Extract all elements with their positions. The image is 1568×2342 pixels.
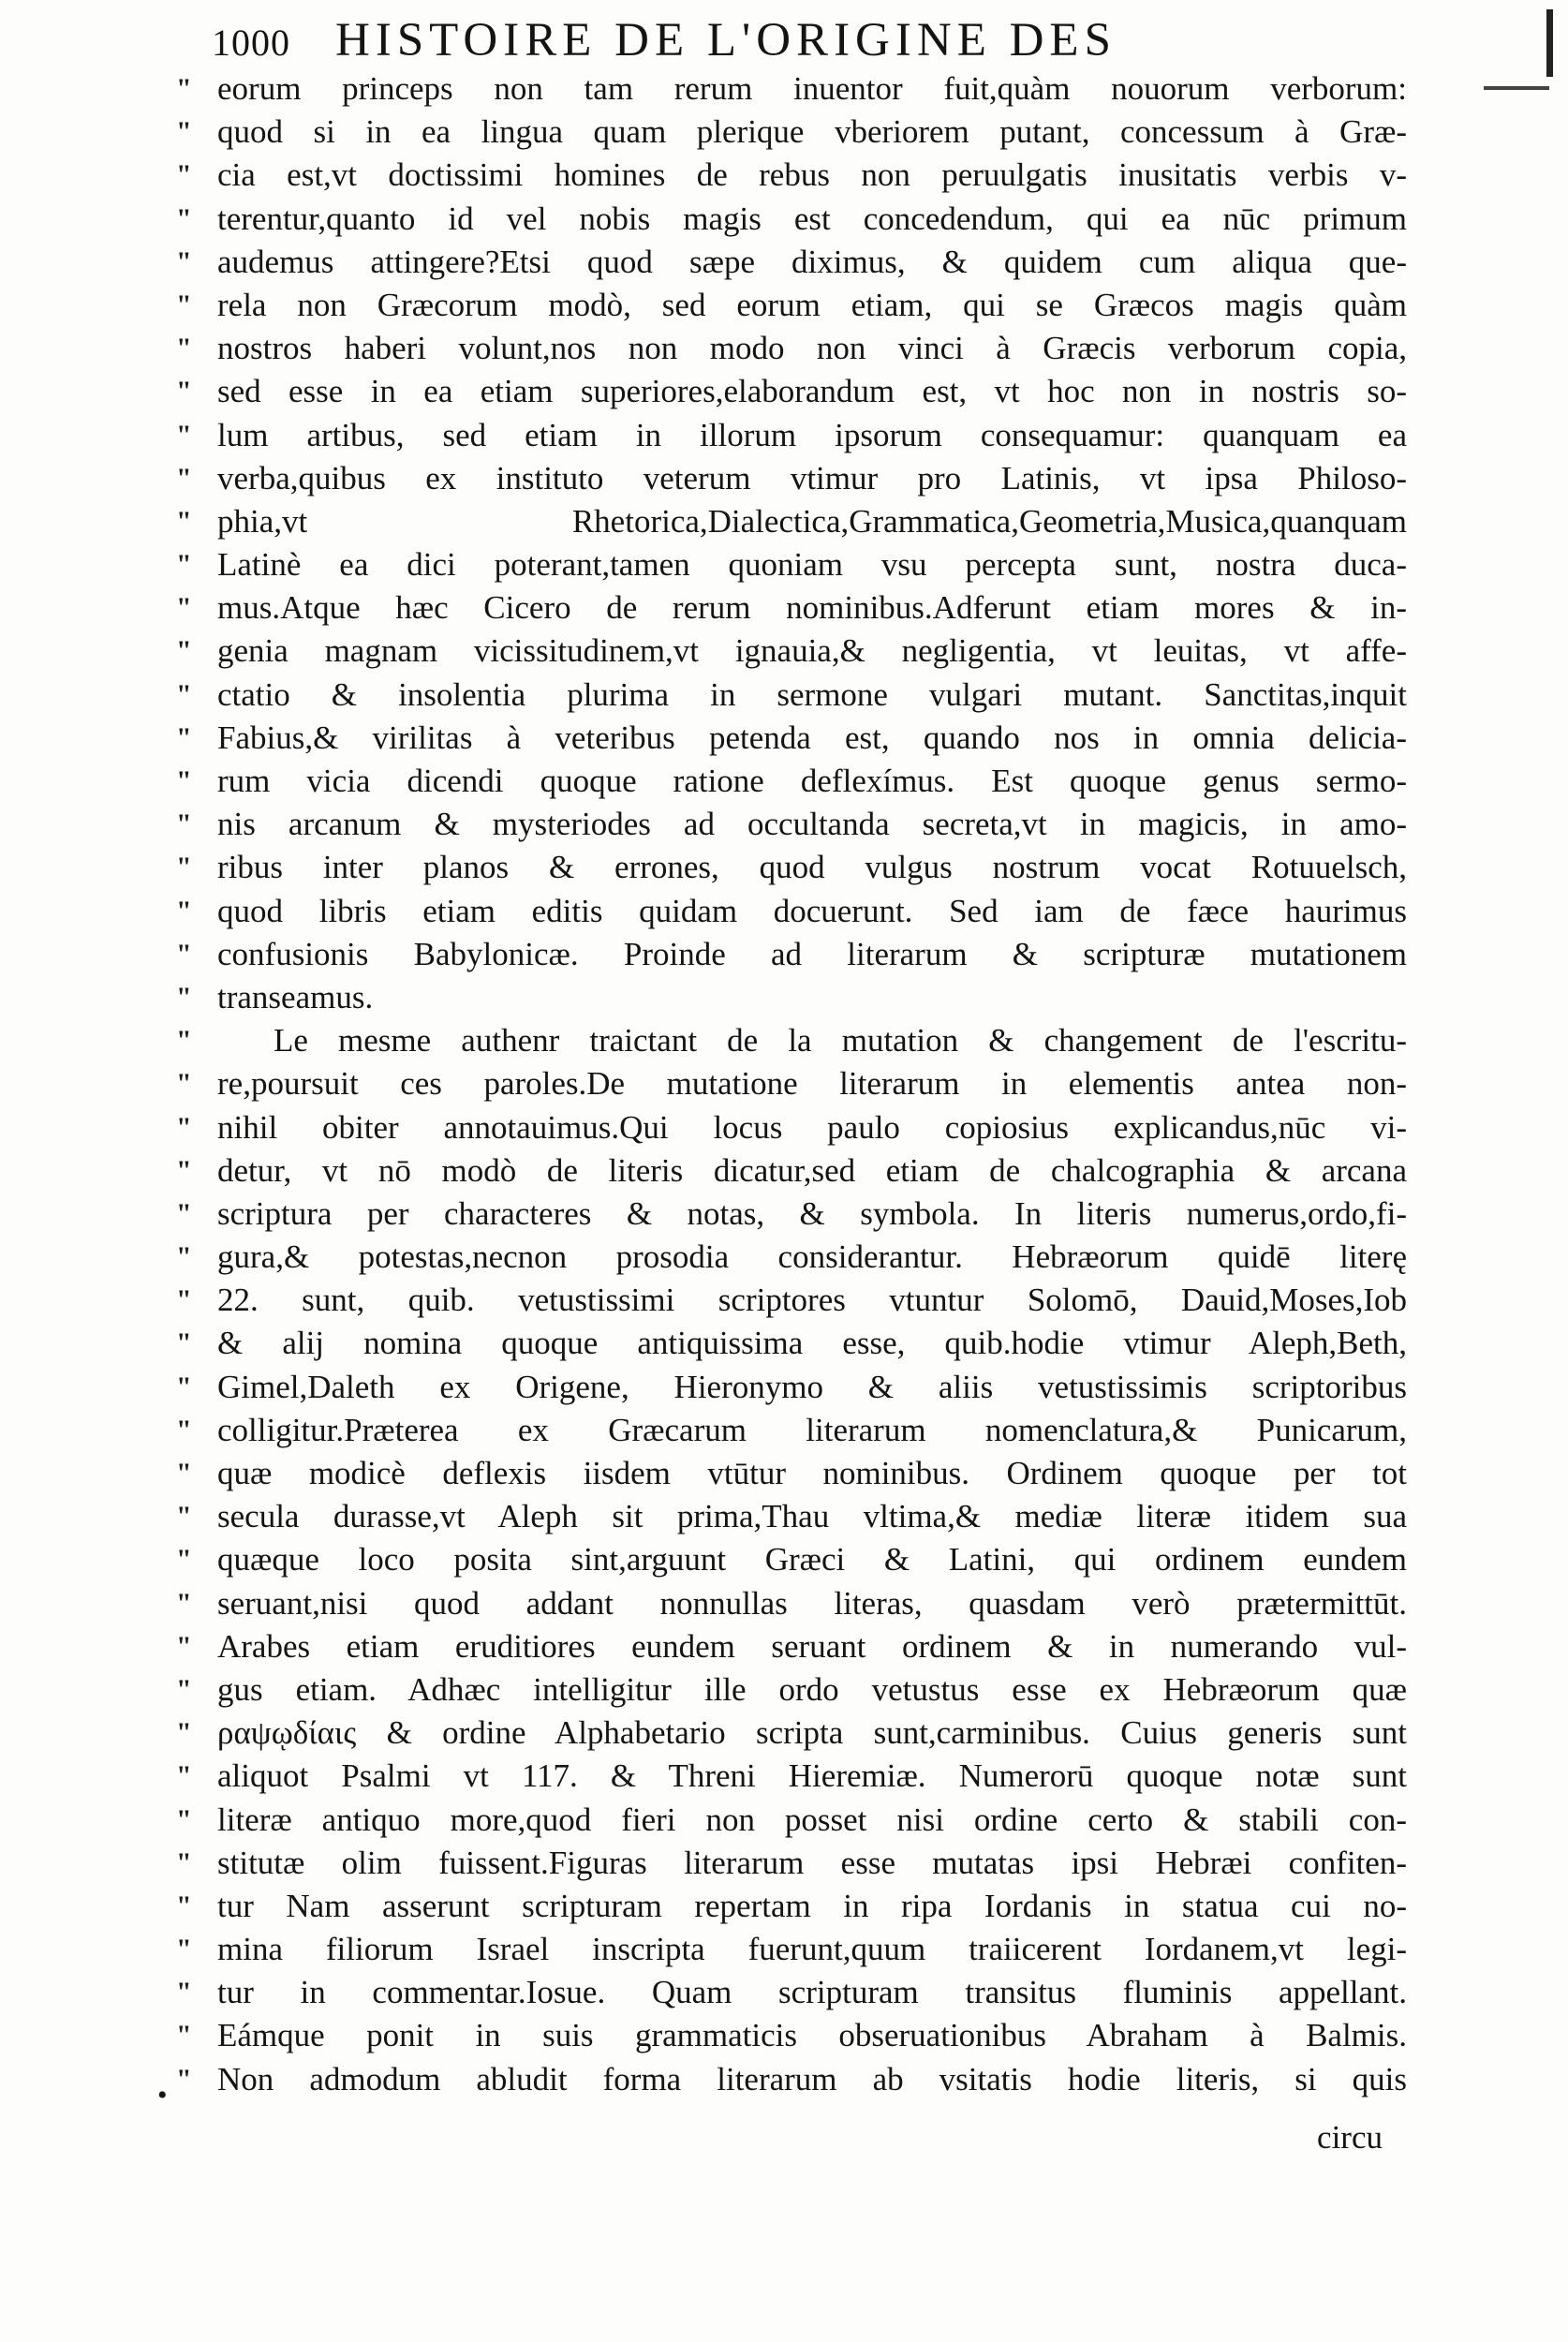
line-text: scriptura per characteres & notas, & symbola. In literis numerus,ordo,fi-	[217, 1194, 1407, 1232]
quote-mark: "	[176, 1934, 192, 1965]
line-text: Non admodum abludit forma literarum ab vsitatis hodie literis, si quis	[217, 2060, 1407, 2097]
quote-mark: "	[176, 981, 192, 1013]
quote-mark: "	[176, 1544, 192, 1576]
quote-mark: "	[176, 116, 192, 148]
line-text: Arabes etiam eruditiores eundem seruant ordinem & in numerando vul-	[217, 1627, 1407, 1665]
line-text: tur Nam asserunt scripturam repertam in ripa Iordanis in statua cui no-	[217, 1887, 1407, 1924]
line-text: quæ modicè deflexis iisdem vtūtur nominibus. Ordinem quoque per tot	[217, 1455, 1407, 1491]
line-text: quod si in ea lingua quam plerique vberiorem putant, concessum à Græ-	[217, 113, 1407, 151]
quote-mark: "	[176, 1673, 192, 1705]
text-line	[176, 846, 1407, 889]
quote-mark: "	[176, 1111, 192, 1143]
text-line	[176, 2058, 1407, 2101]
quote-mark: "	[176, 1587, 192, 1619]
quote-mark: "	[176, 721, 192, 753]
line-text: Le mesme authenr traictant de la mutation & changement de l'escritu-	[274, 1022, 1407, 1060]
line-text: detur, vt nō modò de literis dicatur,sed etiam de chalcographia & arcana	[217, 1151, 1407, 1189]
line-text: lum artibus, sed etiam in illorum ipsorum consequamur: quanquam ea	[217, 416, 1407, 453]
line-text: nihil obiter annotauimus.Qui locus paulo copiosius explicandus,nūc vi-	[217, 1108, 1407, 1146]
text-line	[176, 327, 1407, 370]
quote-mark: "	[176, 1025, 192, 1057]
text-line	[176, 1495, 1407, 1538]
text-line	[176, 457, 1407, 500]
quote-mark: "	[176, 333, 192, 364]
text-line	[176, 1452, 1407, 1495]
quote-mark: "	[176, 678, 192, 710]
margin-dot: •	[157, 2080, 168, 2111]
line-text: stitutæ olim fuissent.Figuras literarum esse mutatas ipsi Hebræi confiten-	[217, 1844, 1407, 1881]
text-line	[176, 630, 1407, 673]
line-text: tur in commentar.Iosue. Quam scripturam transitus fluminis appellant.	[217, 1974, 1407, 2011]
text-block	[176, 67, 1407, 2101]
text-line	[176, 1538, 1407, 1581]
line-text: quod libris etiam editis quidam docuerunt. Sed iam de fæce haurimus	[217, 892, 1407, 929]
quote-mark: "	[176, 376, 192, 408]
text-line	[176, 370, 1407, 413]
quote-mark: "	[176, 505, 192, 537]
text-line	[176, 1019, 1407, 1062]
quote-mark: "	[176, 1846, 192, 1878]
quote-mark: "	[176, 549, 192, 581]
quote-mark: "	[176, 1197, 192, 1229]
line-text: Fabius,& virilitas à veteribus petenda est, quando nos in omnia delicia-	[217, 719, 1407, 756]
text-line	[176, 1409, 1407, 1452]
text-line	[176, 543, 1407, 586]
text-line	[176, 674, 1407, 717]
text-line	[176, 1279, 1407, 1322]
quote-mark: "	[176, 852, 192, 883]
line-text: literæ antiquo more,quod fieri non posset nisi ordine certo & stabili con-	[217, 1801, 1407, 1838]
quote-mark: "	[176, 1068, 192, 1100]
text-line	[176, 1149, 1407, 1193]
text-line	[176, 803, 1407, 846]
catchword: circu	[1317, 2119, 1383, 2156]
quote-mark: "	[176, 2020, 192, 2052]
line-text: confusionis Babylonicæ. Proinde ad literarum & scripturæ mutationem	[217, 935, 1407, 972]
quote-mark: "	[176, 419, 192, 451]
text-line	[176, 1366, 1407, 1409]
line-text: ραψῳδίαις & ordine Alphabetario scripta sunt,carminibus. Cuius generis sunt	[217, 1714, 1407, 1752]
text-line	[176, 500, 1407, 543]
quote-mark: "	[176, 1241, 192, 1273]
text-line	[176, 1971, 1407, 2014]
text-line	[176, 1106, 1407, 1149]
text-line	[176, 284, 1407, 327]
line-text: ctatio & insolentia plurima in sermone vulgari mutant. Sanctitas,inquit	[217, 675, 1407, 713]
text-line	[176, 890, 1407, 933]
quote-mark: "	[176, 1501, 192, 1533]
line-text: cia est,vt doctissimi homines de rebus non peruulgatis inusitatis verbis v-	[217, 156, 1407, 194]
text-line	[176, 760, 1407, 803]
text-line	[176, 1625, 1407, 1668]
text-line	[176, 717, 1407, 760]
text-line	[176, 414, 1407, 457]
line-text: Eámque ponit in suis grammaticis obseruationibus Abraham à Balmis.	[217, 2017, 1407, 2054]
line-text: seruant,nisi quod addant nonnullas literas, quasdam verò prætermittūt.	[217, 1584, 1407, 1622]
quote-mark: "	[176, 289, 192, 320]
quote-mark: "	[176, 1977, 192, 2008]
quote-mark: "	[176, 592, 192, 624]
quote-mark: "	[176, 1890, 192, 1921]
text-line	[176, 1236, 1407, 1279]
running-title: HISTOIRE DE L'ORIGINE DES	[335, 14, 1117, 67]
text-line	[176, 1668, 1407, 1712]
line-text: audemus attingere?Etsi quod sæpe diximus, & quidem cum aliqua que-	[217, 243, 1407, 280]
text-line	[176, 1193, 1407, 1236]
text-line	[176, 1062, 1407, 1105]
text-line	[176, 1582, 1407, 1625]
line-text: mina filiorum Israel inscripta fuerunt,quum traiicerent Iordanem,vt legi-	[217, 1931, 1407, 1968]
quote-mark: "	[176, 1327, 192, 1359]
line-text: ribus inter planos & errones, quod vulgus nostrum vocat Rotuuelsch,	[217, 849, 1407, 886]
line-text: 22. sunt, quib. vetustissimi scriptores vtuntur Solomō, Dauid,Moses,Iob	[217, 1282, 1407, 1319]
line-text: aliquot Psalmi vt 117. & Threni Hieremiæ. Numerorū quoque notæ sunt	[217, 1757, 1407, 1795]
quote-mark: "	[176, 202, 192, 234]
line-text: gus etiam. Adhæc intelligitur ille ordo vetustus esse ex Hebræorum quæ	[217, 1670, 1407, 1708]
line-text: quæque loco posita sint,arguunt Græci & Latini, qui ordinem eundem	[217, 1541, 1407, 1579]
line-text: nostros haberi volunt,nos non modo non vinci à Græcis verborum copia,	[217, 330, 1407, 367]
line-text: colligitur.Præterea ex Græcarum literarum nomenclatura,& Punicarum,	[217, 1411, 1407, 1448]
quote-mark: "	[176, 73, 192, 104]
quote-mark: "	[176, 1371, 192, 1402]
text-line	[176, 198, 1407, 241]
quote-mark: "	[176, 1717, 192, 1749]
line-text: rum vicia dicendi quoque ratione deflexímus. Est quoque genus sermo-	[217, 763, 1407, 799]
text-line	[176, 241, 1407, 284]
line-text: rela non Græcorum modò, sed eorum etiam, qui se Græcos magis quàm	[217, 286, 1407, 323]
text-line	[176, 1842, 1407, 1885]
line-text: eorum princeps non tam rerum inuentor fuit,quàm nouorum verborum:	[217, 70, 1407, 107]
line-text: terentur,quanto id vel nobis magis est concedendum, qui ea nūc primum	[217, 200, 1407, 237]
line-text: Latinè ea dici poterant,tamen quoniam vsu percepta sunt, nostra duca-	[217, 546, 1407, 584]
text-line	[176, 1885, 1407, 1928]
quote-mark: "	[176, 635, 192, 667]
margin-rule	[1546, 9, 1553, 77]
quote-mark: "	[176, 938, 192, 970]
line-text: genia magnam vicissitudinem,vt ignauia,& negligentia, vt leuitas, vt affe-	[217, 632, 1407, 670]
line-text: secula durasse,vt Aleph sit prima,Thau vltima,& mediæ literæ itidem sua	[217, 1498, 1407, 1535]
line-text: transeamus.	[217, 978, 374, 1015]
text-line	[176, 976, 1394, 1019]
text-line	[176, 154, 1407, 197]
quote-mark: "	[176, 245, 192, 277]
quote-mark: "	[176, 1414, 192, 1445]
quote-mark: "	[176, 1630, 192, 1662]
line-text: phia,vt Rhetorica,Dialectica,Grammatica,Geometria,Musica,quanquam	[217, 502, 1407, 540]
quote-mark: "	[176, 1803, 192, 1835]
line-text: nis arcanum & mysteriodes ad occultanda secreta,vt in magicis, in amo-	[217, 806, 1407, 843]
quote-mark: "	[176, 159, 192, 191]
quote-mark: "	[176, 462, 192, 494]
text-line	[176, 1322, 1407, 1365]
quote-mark: "	[176, 1154, 192, 1186]
quote-mark: "	[176, 1458, 192, 1489]
quote-mark: "	[176, 765, 192, 796]
text-line	[176, 1928, 1407, 1971]
quote-mark: "	[176, 1760, 192, 1792]
text-line	[176, 67, 1407, 111]
text-line	[176, 1799, 1407, 1842]
quote-mark: "	[176, 2063, 192, 2095]
line-text: gura,& potestas,necnon prosodia considerantur. Hebræorum quidē literę	[217, 1238, 1407, 1276]
text-line	[176, 586, 1407, 630]
text-line	[176, 933, 1407, 976]
line-text: re,poursuit ces paroles.De mutatione literarum in elementis antea non-	[217, 1065, 1407, 1103]
text-line	[176, 2014, 1407, 2057]
line-text: Gimel,Daleth ex Origene, Hieronymo & aliis vetustissimis scriptoribus	[217, 1368, 1407, 1405]
quote-mark: "	[176, 895, 192, 926]
quote-mark: "	[176, 808, 192, 840]
line-text: verba,quibus ex instituto veterum vtimur pro Latinis, vt ipsa Philoso-	[217, 459, 1407, 497]
quote-mark: "	[176, 1284, 192, 1316]
page-number: 1000	[212, 22, 290, 64]
line-text: sed esse in ea etiam superiores,elaborandum est, vt hoc non in nostris so-	[217, 373, 1407, 410]
line-text: & alij nomina quoque antiquissima esse, quib.hodie vtimur Aleph,Beth,	[217, 1325, 1407, 1362]
margin-dash	[1484, 86, 1549, 90]
text-line	[176, 1755, 1407, 1798]
line-text: mus.Atque hæc Cicero de rerum nominibus.Adferunt etiam mores & in-	[217, 589, 1407, 627]
text-line	[176, 111, 1407, 154]
text-line	[176, 1712, 1407, 1755]
